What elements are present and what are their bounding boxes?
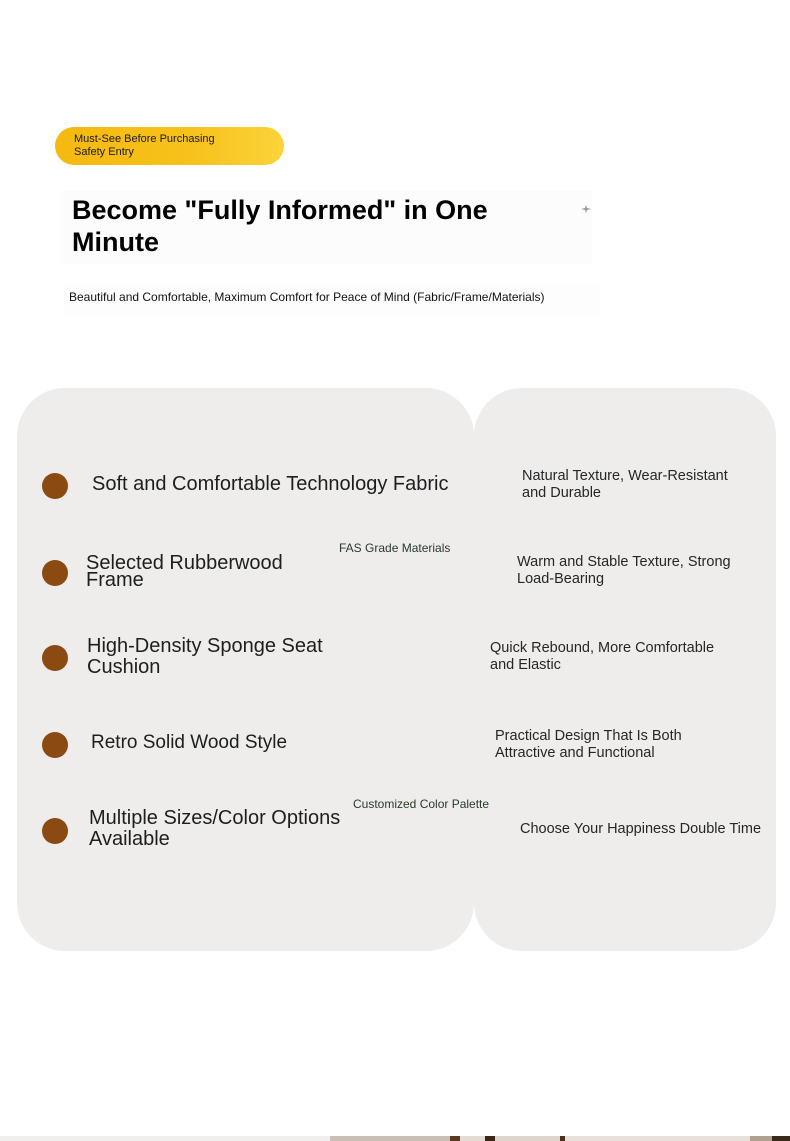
bullet-dot [42,473,68,499]
bullet-dot [42,560,68,586]
feature-description-frame: Warm and Stable Texture, Strong Load-Bearing [517,554,731,587]
feature-note-options: Customized Color Palette [353,797,490,811]
page-subtitle: Beautiful and Comfortable, Maximum Comfort for Peace of Mind (Fabric/Frame/Materials) [69,290,545,304]
bullet-dot [42,818,68,844]
feature-description-style: Practical Design That Is Both Attractive and Functional [495,728,682,761]
page-title: Become "Fully Informed" in One Minute [72,195,488,257]
feature-description-fabric: Natural Texture, Wear-Resistant and Durable [522,468,728,501]
badge-line-2: Safety Entry [74,146,134,158]
badge-line-1: Must-See Before Purchasing [74,133,215,145]
feature-note-frame: FAS Grade Materials [339,541,451,555]
sparkle-icon [579,204,593,214]
bullet-dot [42,645,68,671]
feature-title-options: Multiple Sizes/Color Options Available [89,807,341,850]
feature-description-cushion: Quick Rebound, More Comfortable and Elastic [490,640,715,673]
feature-title-cushion: High-Density Sponge Seat Cushion [87,635,323,678]
bullet-dot [42,732,68,758]
feature-description-options: Choose Your Happiness Double Time [520,821,762,837]
feature-title-frame: Selected Rubberwood Frame [86,552,283,591]
safety-entry-badge[interactable] [55,127,284,165]
feature-title-style: Retro Solid Wood Style [91,732,288,753]
feature-title-fabric: Soft and Comfortable Technology Fabric [92,473,449,495]
product-photo-edge [0,1136,790,1141]
